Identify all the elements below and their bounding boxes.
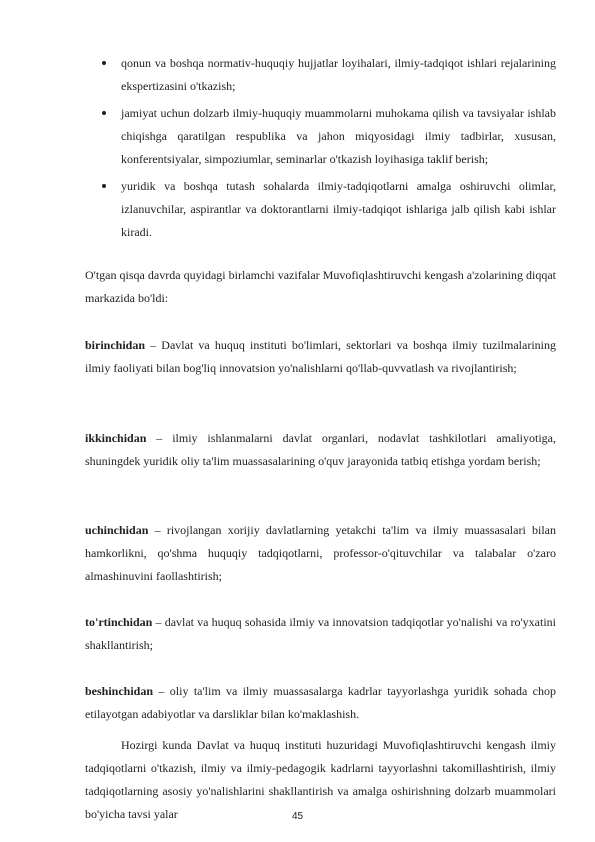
task-text: – oliy ta'lim va ilmiy muassasalarga kadrlar tayyorlashga yuridik sohada chop etilayotgan adabiyotlar va darsliklar bilan ko'maklashish. — [85, 684, 556, 721]
task-head: uchinchidan — [85, 523, 149, 537]
task-item — [85, 611, 556, 657]
task-item — [85, 427, 556, 473]
page-number: 45 — [291, 811, 304, 822]
task-text: – rivojlangan xorijiy davlatlarning yetakchi ta'lim va ilmiy muassasalari bilan hamkorlikni, qo'shma huquqiy tadqiqotlarni, professor-o'qituvchilar va talabalar o'zaro almashinuvini faollashtirish; — [85, 523, 556, 583]
task-head: to'rtinchidan — [85, 615, 153, 629]
task-item — [85, 334, 556, 380]
bullet-item — [97, 52, 556, 98]
intro-paragraph — [85, 264, 556, 310]
bullet-icon — [102, 111, 106, 115]
task-head: beshinchidan — [85, 684, 154, 698]
bullet-item — [97, 175, 556, 244]
task-head: ikkinchidan — [85, 431, 147, 445]
closing-text: Hozirgi kunda Davlat va huquq instituti huzuridagi Muvofiqlashtiruvchi kengash ilmiy tadqiqotlarni o'tkazish, ilmiy va ilmiy-pedagogik kadrlarni tayyorlashni takomillashtirish, ilmiy tadqiqotlarning asosiy yo'nalishlarini shakllantirish va amalga oshirishning dolzarb muammolari bo'yicha tavsi yalar — [85, 738, 556, 821]
bullet-text: qonun va boshqa normativ-huquqiy hujjatlar loyihalari, ilmiy-tadqiqot ishlari rejalarining ekspertizasini o'tkazish; — [121, 56, 556, 93]
bullet-list — [97, 52, 556, 244]
bullet-text: jamiyat uchun dolzarb ilmiy-huquqiy muammolarni muhokama qilish va tavsiyalar ishlab chiqishga qaratilgan respublika va jahon miqyosidagi ilmiy tadbirlar, xususan, konferentsiyalar, simpoziumlar, seminarlar o'tkazish loyihasiga taklif berish; — [121, 106, 556, 166]
task-item — [85, 680, 556, 726]
bullet-text: yuridik va boshqa tutash sohalarda ilmiy-tadqiqotlarni amalga oshiruvchi olimlar, izlanuvchilar, aspirantlar va doktorantlarni ilmiy-tadqiqot ishlariga jalb qilish kabi ishlar kiradi. — [121, 179, 556, 239]
task-text: – davlat va huquq sohasida ilmiy va innovatsion tadqiqotlar yo'nalishi va ro'yxatini shakllantirish; — [85, 615, 556, 652]
task-text: – Davlat va huquq instituti bo'limlari, sektorlari va boshqa ilmiy tuzilmalarining ilmiy faoliyati bilan bog'liq innovatsion yo'nalishlarni qo'llab-quvvatlash va rivojlantirish; — [85, 338, 556, 375]
intro-text: O'tgan qisqa davrda quyidagi birlamchi vazifalar Muvofiqlashtiruvchi kengash a'zolarining diqqat markazida bo'ldi: — [85, 268, 556, 305]
task-text: – ilmiy ishlanmalarni davlat organlari, nodavlat tashkilotlari amaliyotiga, shuningdek yuridik oliy ta'lim muassasalarining o'quv jarayonida tatbiq etishga yordam berish; — [85, 431, 556, 468]
bullet-icon — [102, 184, 106, 188]
bullet-item — [97, 102, 556, 171]
task-item — [85, 519, 556, 588]
task-head: birinchidan — [85, 338, 146, 352]
bullet-icon — [102, 61, 106, 65]
